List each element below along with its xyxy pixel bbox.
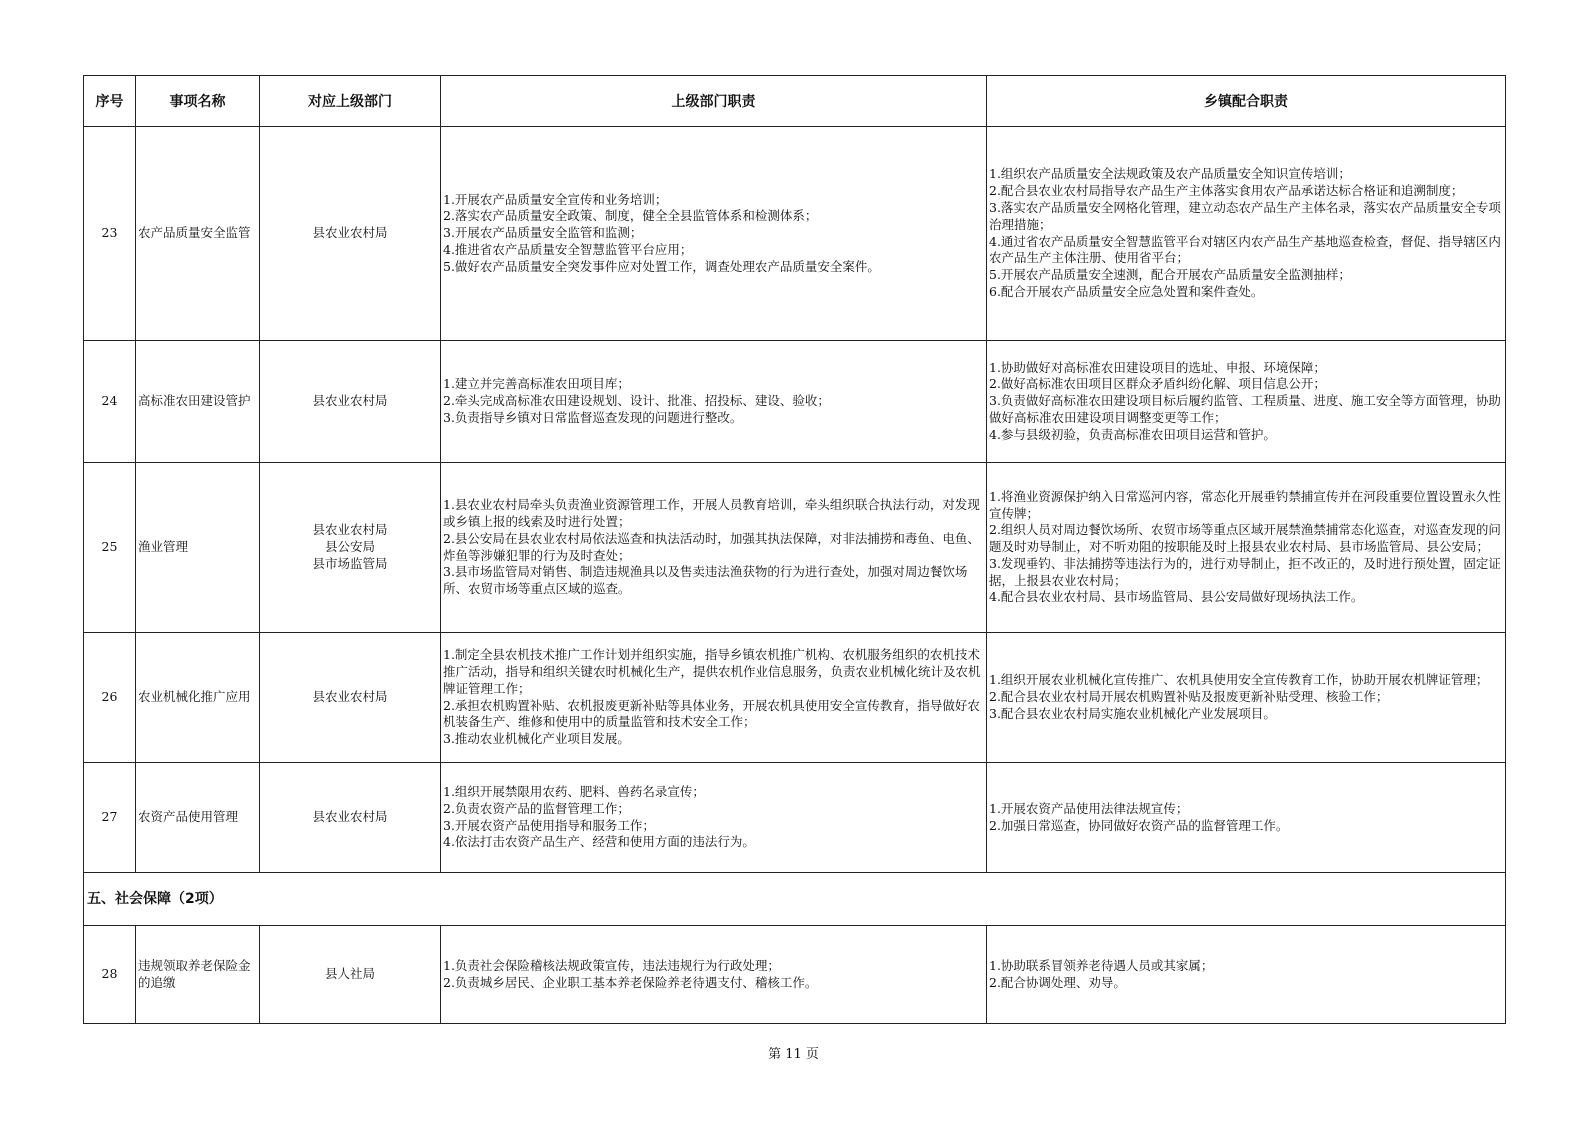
department-name: 县人社局 bbox=[324, 966, 375, 982]
town-duty-cell bbox=[987, 463, 1506, 633]
town-duty-item: 6.配合开展农产品质量安全应急处置和案件查处。 bbox=[989, 283, 1264, 299]
upper-duty-item: 3.开展农产品质量安全监管和监测； bbox=[443, 225, 643, 241]
upper-duty-cell bbox=[441, 633, 987, 763]
item-name: 违规领取养老保险金的追缴 bbox=[136, 926, 260, 1024]
upper-duty-item: 3.开展农资产品使用指导和服务工作； bbox=[443, 817, 655, 833]
table-row bbox=[84, 341, 1506, 463]
header-town-duty: 乡镇配合职责 bbox=[987, 76, 1506, 127]
upper-duty-item: 2.承担农机购置补贴、农机报废更新补贴等具体业务，开展农机具使用安全宣传教育，指导做好农机装备生产、维修和使用中的质量监管和技术安全工作； bbox=[443, 697, 980, 730]
header-name: 事项名称 bbox=[136, 76, 260, 127]
upper-duty-cell bbox=[441, 763, 987, 873]
upper-duty-cell bbox=[441, 463, 987, 633]
department-cell bbox=[260, 127, 441, 341]
item-name: 高标准农田建设管护 bbox=[136, 341, 260, 463]
department-cell bbox=[260, 926, 441, 1024]
department-cell bbox=[260, 763, 441, 873]
department-cell bbox=[260, 341, 441, 463]
town-duty-item: 3.配合县农业农村局实施农业机械化产业发展项目。 bbox=[989, 705, 1276, 721]
upper-duty-cell bbox=[441, 341, 987, 463]
upper-duty-item: 3.县市场监管局对销售、制造违规渔具以及售卖违法渔获物的行为进行查处，加强对周边餐饮场所、农贸市场等重点区域的巡查。 bbox=[443, 564, 968, 597]
town-duty-item: 2.做好高标准农田项目区群众矛盾纠纷化解、项目信息公开； bbox=[989, 376, 1326, 392]
town-duty-item: 1.将渔业资源保护纳入日常巡河内容，常态化开展垂钓禁捕宣传并在河段重要位置设置永久性宣传牌； bbox=[989, 488, 1501, 521]
row-number: 24 bbox=[84, 341, 136, 463]
town-duty-cell bbox=[987, 341, 1506, 463]
row-number: 25 bbox=[84, 463, 136, 633]
town-duty-item: 2.配合县农业农村局指导农产品生产主体落实食用农产品承诺达标合格证和追溯制度； bbox=[989, 183, 1464, 199]
department-name: 县农业农村局 bbox=[312, 522, 388, 538]
town-duty-item: 4.通过省农产品质量安全智慧监管平台对辖区内农产品生产基地巡查检查，督促、指导辖区内农产品生产主体注册、使用省平台； bbox=[989, 233, 1501, 266]
upper-duty-item: 4.依法打击农资产品生产、经营和使用方面的违法行为。 bbox=[443, 834, 755, 850]
department-name: 县农业农村局 bbox=[312, 689, 388, 705]
town-duty-item: 1.开展农资产品使用法律法规宣传； bbox=[989, 800, 1189, 816]
upper-duty-item: 4.推进省农产品质量安全智慧监管平台应用； bbox=[443, 241, 693, 257]
town-duty-item: 4.参与县级初验，负责高标准农田项目运营和管护。 bbox=[989, 426, 1276, 442]
town-duty-item: 3.发现垂钓、非法捕捞等违法行为的，进行劝导制止，拒不改正的，及时进行预处置，固定证据，上报县农业农村局； bbox=[989, 555, 1501, 588]
row-number: 23 bbox=[84, 127, 136, 341]
upper-duty-item: 1.建立并完善高标准农田项目库； bbox=[443, 376, 630, 392]
town-duty-item: 3.落实农产品质量安全网格化管理，建立动态农产品生产主体名录，落实农产品质量安全专项治理措施； bbox=[989, 199, 1501, 232]
table-row bbox=[84, 127, 1506, 341]
town-duty-cell bbox=[987, 763, 1506, 873]
department-cell bbox=[260, 463, 441, 633]
item-name: 农产品质量安全监管 bbox=[136, 127, 260, 341]
department-cell bbox=[260, 633, 441, 763]
town-duty-item: 2.配合县农业农村局开展农机购置补贴及报废更新补贴受理、核验工作； bbox=[989, 689, 1389, 705]
department-name: 县公安局 bbox=[324, 539, 375, 555]
table-row bbox=[84, 463, 1506, 633]
upper-duty-item: 1.组织开展禁限用农药、肥料、兽药名录宣传； bbox=[443, 783, 705, 799]
department-name: 县农业农村局 bbox=[312, 225, 388, 241]
upper-duty-item: 1.负责社会保险稽核法规政策宣传，违法违规行为行政处理； bbox=[443, 957, 780, 973]
item-name: 渔业管理 bbox=[136, 463, 260, 633]
row-number: 28 bbox=[84, 926, 136, 1024]
town-duty-item: 5.开展农产品质量安全速测，配合开展农产品质量安全监测抽样； bbox=[989, 267, 1351, 283]
section-title: 五、社会保障（2项） bbox=[84, 873, 1506, 926]
town-duty-item: 4.配合县农业农村局、县市场监管局、县公安局做好现场执法工作。 bbox=[989, 589, 1364, 605]
row-number: 27 bbox=[84, 763, 136, 873]
upper-duty-item: 2.落实农产品质量安全政策、制度，健全全县监管体系和检测体系； bbox=[443, 208, 818, 224]
row-number: 26 bbox=[84, 633, 136, 763]
department-name: 县农业农村局 bbox=[312, 809, 388, 825]
town-duty-item: 1.协助联系冒领养老待遇人员或其家属； bbox=[989, 957, 1214, 973]
upper-duty-item: 1.县农业农村局牵头负责渔业资源管理工作，开展人员教育培训，牵头组织联合执法行动，对发现或乡镇上报的线索及时进行处置； bbox=[443, 497, 980, 529]
upper-duty-item: 2.县公安局在县农业农村局依法巡查和执法活动时，加强其执法保障，对非法捕捞和毒鱼、电鱼、炸鱼等涉嫌犯罪的行为及时查处； bbox=[443, 530, 980, 563]
town-duty-item: 1.组织农产品质量安全法规政策及农产品质量安全知识宣传培训； bbox=[989, 166, 1351, 182]
upper-duty-item: 1.制定全县农机技术推广工作计划并组织实施，指导乡镇农机推广机构、农机服务组织的农机技术推广活动，指导和组织关键农时机械化生产，提供农机作业信息服务，负责农业机械化统计及农机牌证管理工作； bbox=[443, 647, 981, 696]
upper-duty-cell bbox=[441, 926, 987, 1024]
upper-duty-item: 3.负责指导乡镇对日常监督巡查发现的问题进行整改。 bbox=[443, 409, 743, 425]
upper-duty-item: 5.做好农产品质量安全突发事件应对处置工作，调查处理农产品质量安全案件。 bbox=[443, 258, 880, 274]
town-duty-item: 3.负责做好高标准农田建设项目标后履约监管、工程质量、进度、施工安全等方面管理，协助做好高标准农田建设项目调整变更等工作； bbox=[989, 393, 1501, 425]
header-upper-duty: 上级部门职责 bbox=[441, 76, 987, 127]
upper-duty-item: 3.推动农业机械化产业项目发展。 bbox=[443, 731, 630, 747]
town-duty-cell bbox=[987, 926, 1506, 1024]
header-no: 序号 bbox=[84, 76, 136, 127]
upper-duty-cell bbox=[441, 127, 987, 341]
table-row bbox=[84, 633, 1506, 763]
upper-duty-item: 2.牵头完成高标准农田建设规划、设计、批准、招投标、建设、验收； bbox=[443, 393, 830, 409]
header-dept: 对应上级部门 bbox=[260, 76, 441, 127]
department-name: 县农业农村局 bbox=[312, 393, 388, 409]
town-duty-item: 2.配合协调处理、劝导。 bbox=[989, 974, 1126, 990]
section-row bbox=[84, 873, 1506, 926]
department-name: 县市场监管局 bbox=[312, 555, 388, 571]
upper-duty-item: 2.负责农资产品的监督管理工作； bbox=[443, 800, 630, 816]
town-duty-cell bbox=[987, 633, 1506, 763]
upper-duty-item: 2.负责城乡居民、企业职工基本养老保险养老待遇支付、稽核工作。 bbox=[443, 974, 818, 990]
table-row bbox=[84, 763, 1506, 873]
town-duty-item: 2.加强日常巡查，协同做好农资产品的监督管理工作。 bbox=[989, 817, 1289, 833]
upper-duty-item: 1.开展农产品质量安全宣传和业务培训； bbox=[443, 191, 668, 207]
town-duty-item: 1.协助做好对高标准农田建设项目的选址、申报、环境保障； bbox=[989, 359, 1326, 375]
town-duty-cell bbox=[987, 127, 1506, 341]
item-name: 农业机械化推广应用 bbox=[136, 633, 260, 763]
item-name: 农资产品使用管理 bbox=[136, 763, 260, 873]
page-number: 第 11 页 bbox=[768, 1047, 819, 1062]
table-row bbox=[84, 926, 1506, 1024]
header-row bbox=[84, 76, 1506, 127]
town-duty-item: 1.组织开展农业机械化宣传推广、农机具使用安全宣传教育工作，协助开展农机牌证管理； bbox=[989, 672, 1489, 688]
duty-table bbox=[83, 75, 1506, 1024]
town-duty-item: 2.组织人员对周边餐饮场所、农贸市场等重点区域开展禁渔禁捕常态化巡查，对巡查发现的问题及时劝导制止，对不听劝阻的按职能及时上报县农业农村局、县市场监管局、县公安局； bbox=[989, 522, 1501, 555]
